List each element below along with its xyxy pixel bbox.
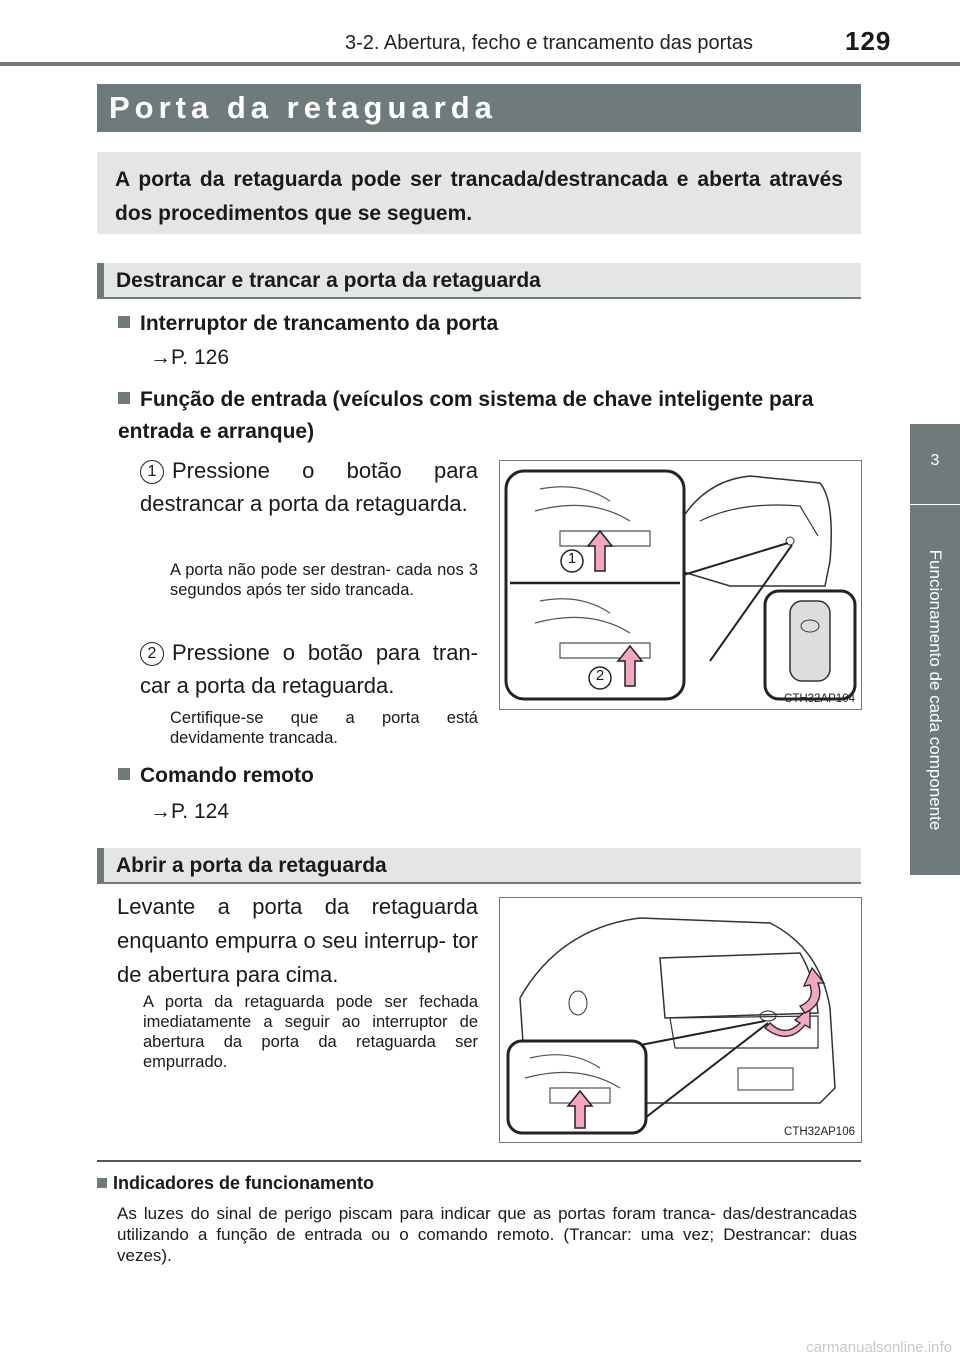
car-rear-door-illustration <box>500 461 860 708</box>
figure-code: CTH32AP106 <box>784 1126 855 1138</box>
page-number: 129 <box>845 26 892 56</box>
step-number: 2 <box>140 642 164 666</box>
step-text: Pressione o botão para tran- car a porta da retaguarda. <box>140 640 478 698</box>
item-title: Função de entrada (veículos com sistema de chave inteligente para entrada e arranque) <box>118 388 814 443</box>
bullet-square <box>118 768 130 780</box>
illustration-smart-key-lock <box>499 460 862 710</box>
section-heading-open: Abrir a porta da retaguarda <box>97 848 861 884</box>
divider <box>97 1160 861 1162</box>
step-2 <box>140 636 478 702</box>
illustration-tailgate-open <box>499 897 862 1143</box>
bullet-square <box>118 392 130 404</box>
chapter-title: Funcionamento de cada componente <box>926 549 945 831</box>
page-reference-link[interactable]: →P. 126 <box>150 346 230 369</box>
item-door-lock-switch <box>118 308 498 340</box>
step-1 <box>140 454 478 520</box>
item-title: Comando remoto <box>140 764 314 787</box>
section-label: 3-2. Abertura, fecho e trancamento das portas <box>345 32 754 54</box>
callout-2: 2 <box>595 667 605 684</box>
figure-code: CTH32AP104 <box>784 693 855 705</box>
bullet-square <box>97 1178 107 1188</box>
footer-heading <box>97 1173 374 1194</box>
open-instructions: Levante a porta da retaguarda enquanto empurra o seu interrup- tor de abertura para cima. <box>117 894 478 987</box>
footer-heading-text: Indicadores de funcionamento <box>113 1173 375 1193</box>
bullet-square <box>118 316 130 328</box>
car-rear-open-illustration <box>500 898 860 1141</box>
header-rule <box>0 62 960 66</box>
chapter-number: 3 <box>930 452 940 469</box>
step-number: 1 <box>140 460 164 484</box>
step-2-note: Certifique-se que a porta está devidamente trancada. <box>170 709 478 747</box>
arrow-icon <box>765 1008 810 1036</box>
page-title: Porta da retaguarda <box>97 84 861 132</box>
section-heading-lock: Destrancar e trancar a porta da retaguarda <box>97 263 861 299</box>
footer-text: As luzes do sinal de perigo piscam para indicar que as portas foram tranca- das/destrancadas utilizando a função de entrada ou o comando remoto. (Trancar: uma vez; Destrancar: duas vezes). <box>117 1204 857 1265</box>
callout-1: 1 <box>567 550 577 567</box>
item-entry-function <box>118 384 863 448</box>
step-1-note: A porta não pode ser destran- cada nos 3 segundos após ter sido trancada. <box>170 561 478 599</box>
step-text: Pressione o botão para destrancar a porta da retaguarda. <box>140 458 478 516</box>
page-reference-link[interactable]: →P. 124 <box>150 800 230 823</box>
watermark: carmanualsonline.info <box>806 1339 952 1356</box>
item-title: Interruptor de trancamento da porta <box>140 312 499 335</box>
intro-box: A porta da retaguarda pode ser trancada/destrancada e aberta através dos procedimentos que se seguem. <box>97 152 861 234</box>
open-note: A porta da retaguarda pode ser fechada imediatamente a seguir ao interruptor de abertura da porta da retaguarda ser empurrado. <box>143 993 478 1071</box>
item-remote-control <box>118 760 314 792</box>
